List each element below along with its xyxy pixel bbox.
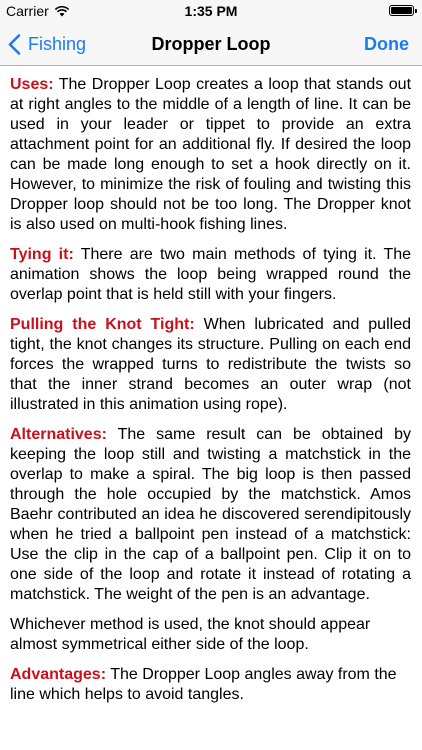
section-whichever-method <box>10 615 411 655</box>
section-alternatives <box>10 425 411 605</box>
section-heading: Tying it: <box>10 246 74 263</box>
back-button[interactable] <box>8 22 86 66</box>
section-uses <box>10 75 411 235</box>
navigation-bar <box>0 22 422 66</box>
battery-level <box>391 7 412 14</box>
section-body: When lubricated and pulled tight, the knot changes its structure. Pulling on each end forces the wrapped turns to redistribute the twists so that the inner strand becomes an outer wrap (not illustrated in this animation using rope). <box>10 316 411 413</box>
status-time: 1:35 PM <box>184 3 238 19</box>
chevron-left-icon <box>8 34 21 55</box>
section-advantages <box>10 665 411 705</box>
section-heading: Alternatives: <box>10 426 107 443</box>
section-body: Whichever method is used, the knot should appear almost symmetrical either side of the loop. <box>10 616 371 653</box>
section-body: The same result can be obtained by keeping the loop still and twisting a matchstick in the overlap to make a spiral. The big loop is then passed through the hole occupied by the matchstick. Amos Baehr contributed an idea he discovered serendipitously when he tried a ballpoint pen instead of a matchstick: Use the clip in the cap of a ballpoint pen. Clip it on to one side of the loop and rotate it instead of rotating a matchstick. The weight of the pen is an advantage. <box>10 426 412 603</box>
done-button[interactable]: Done <box>364 34 409 54</box>
back-label: Fishing <box>28 33 87 54</box>
status-bar <box>0 0 422 22</box>
carrier-label: Carrier <box>6 3 49 19</box>
page-title: Dropper Loop <box>151 34 271 54</box>
section-body: There are two main methods of tying it. The animation shows the loop being wrapped round the overlap point that is held still with your fingers. <box>10 246 412 303</box>
article-content <box>10 75 411 715</box>
section-heading: Advantages: <box>10 666 107 683</box>
battery-icon <box>389 5 414 16</box>
section-pulling-tight <box>10 315 411 415</box>
section-tying-it <box>10 245 411 305</box>
section-body: The Dropper Loop creates a loop that stands out at right angles to the middle of a length of line. It can be used in your leader or tippet to provide an extra attachment point for an additional fly. If desired the loop can be made long enough to set a hook directly on it. However, to minimize the risk of fouling and twisting this Dropper loop should not be too long. The Dropper knot is also used on multi-hook fishing lines. <box>10 76 412 233</box>
battery-nub <box>415 9 417 13</box>
section-heading: Pulling the Knot Tight: <box>10 316 195 333</box>
section-body: The Dropper Loop angles away from the line which helps to avoid tangles. <box>10 666 397 703</box>
section-heading: Uses: <box>10 76 54 93</box>
